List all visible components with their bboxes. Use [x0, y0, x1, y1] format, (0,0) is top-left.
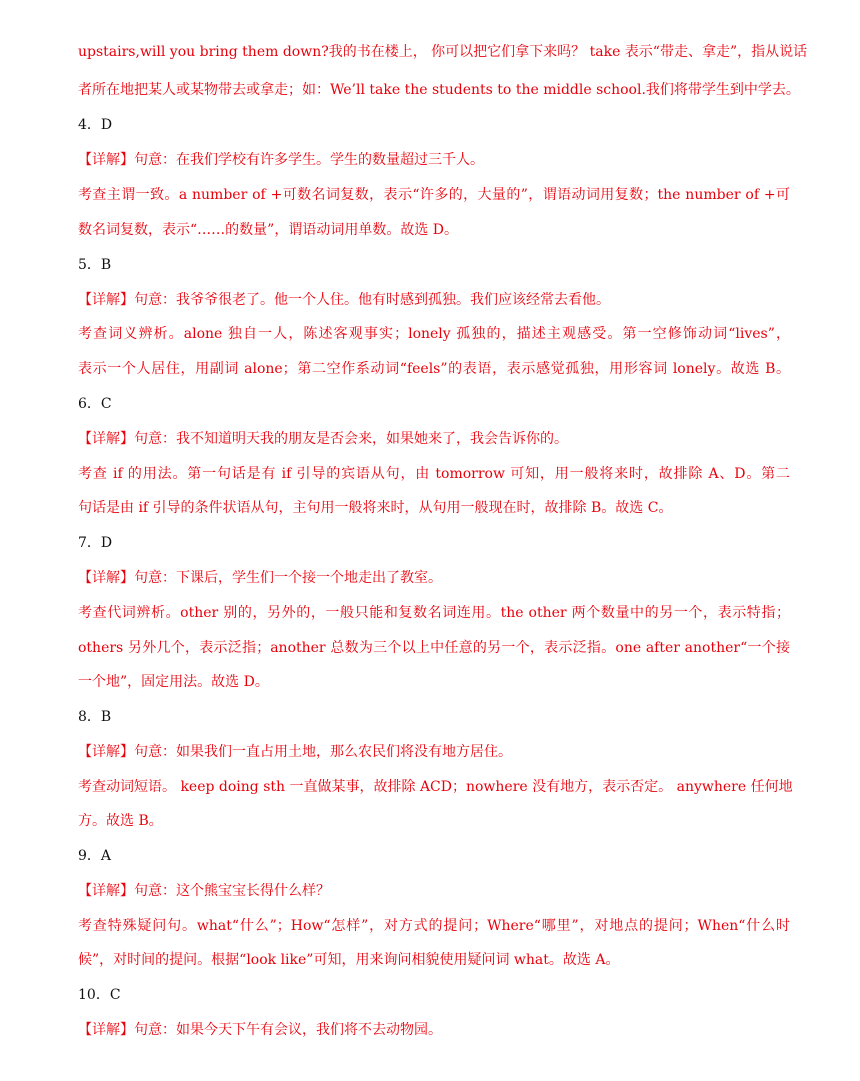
text-line: 考查 if 的用法。第一句话是有 if 引导的宾语从句，由 tomorrow 可知，用一般将来时，故排除 A、D。第二 [78, 466, 790, 482]
text-line: 考查主谓一致。a number of +可数名词复数，表示“许多的，大量的”，谓语动词用复数；the number of +可 [78, 187, 790, 203]
detail-line: 【详解】句意：如果今天下午有会议，我们将不去动物园。 [78, 1022, 442, 1038]
text-line: 考查词义辨析。alone 独自一人，陈述客观事实；lonely 孤独的，描述主观感受。第一空修饰动词“lives”， [78, 326, 790, 342]
text-line: 者所在地把某人或某物带去或拿走；如：We’ll take the students to the middle school.我们将带学生到中学去。 [78, 82, 800, 98]
text-line: 考查动词短语。 keep doing sth 一直做某事，故排除 ACD；nowhere 没有地方，表示否定。 anywhere 任何地 [78, 779, 793, 795]
detail-line: 【详解】句意：这个熊宝宝长得什么样？ [78, 883, 330, 899]
text-line: 方。故选 B。 [78, 813, 163, 829]
text-line: 一个地”，固定用法。故选 D。 [78, 674, 269, 690]
text-line: 候”，对时间的提问。根据“look like”可知，用来询问相貌使用疑问词 what。故选 A。 [78, 952, 620, 968]
text-line: others 另外几个，表示泛指；another 总数为三个以上中任意的另一个，表示泛指。one after another“一个接 [78, 640, 790, 656]
detail-line: 【详解】句意：如果我们一直占用土地，那么农民们将没有地方居住。 [78, 744, 512, 760]
answer-number: 5．B [78, 257, 112, 273]
text-line: 考查特殊疑问句。what“什么”；How“怎样”，对方式的提问；Where“哪里”，对地点的提问；When“什么时 [78, 918, 790, 934]
detail-line: 【详解】句意：在我们学校有许多学生。学生的数量超过三千人。 [78, 152, 484, 168]
answer-number: 7．D [78, 535, 113, 551]
answer-number: 8．B [78, 709, 112, 725]
answer-number: 10．C [78, 987, 121, 1003]
text-line: 数名词复数，表示“……的数量”，谓语动词用单数。故选 D。 [78, 222, 458, 238]
text-line: upstairs,will you bring them down?我的书在楼上， 你可以把它们拿下来吗？ take 表示“带走、拿走”，指从说话 [78, 44, 808, 60]
text-line: 考查代词辨析。other 别的，另外的，一般只能和复数名词连用。the other 两个数量中的另一个，表示特指； [78, 605, 790, 621]
text-line: 表示一个人居住，用副词 alone；第二空作系动词“feels”的表语，表示感觉孤独，用形容词 lonely。故选 B。 [78, 361, 790, 377]
answer-number: 4．D [78, 117, 113, 133]
text-line: 句话是由 if 引导的条件状语从句，主句用一般将来时，从句用一般现在时，故排除 B。故选 C。 [78, 500, 673, 516]
detail-line: 【详解】句意：我不知道明天我的朋友是否会来，如果她来了，我会告诉你的。 [78, 431, 568, 447]
detail-line: 【详解】句意：下课后，学生们一个接一个地走出了教室。 [78, 570, 442, 586]
answer-number: 9．A [78, 848, 112, 864]
detail-line: 【详解】句意：我爷爷很老了。他一个人住。他有时感到孤独。我们应该经常去看他。 [78, 292, 610, 308]
answer-number: 6．C [78, 396, 112, 412]
